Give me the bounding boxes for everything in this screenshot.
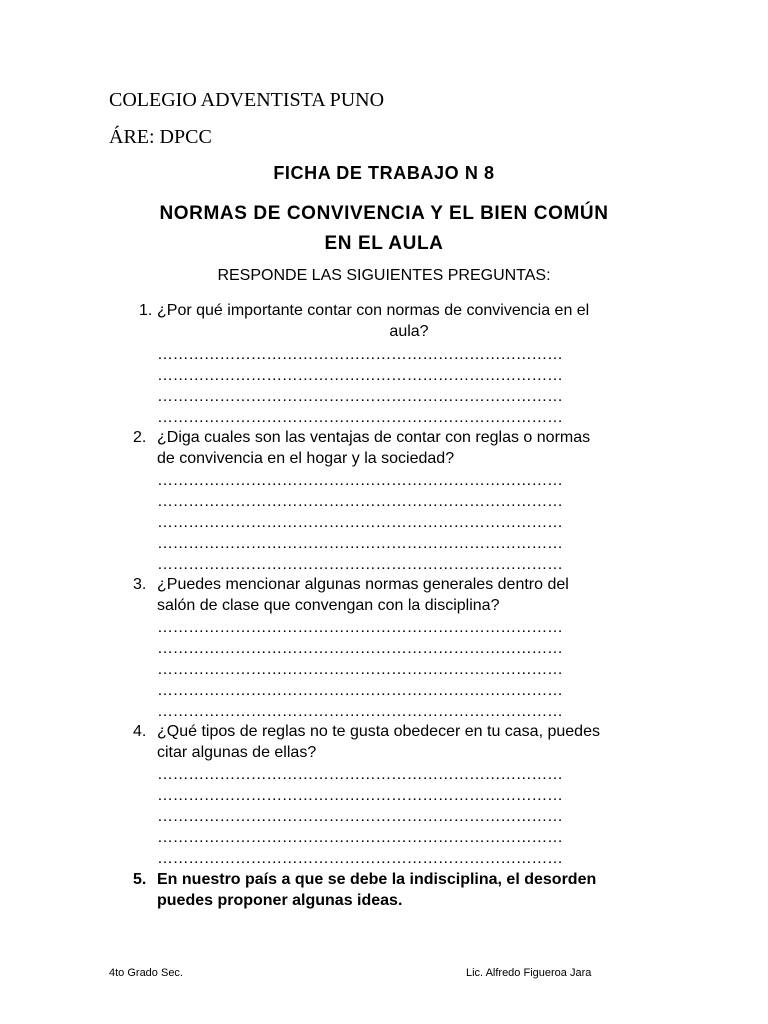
answer-line[interactable]: …………………………………………………………………… (157, 493, 563, 510)
answer-line[interactable]: …………………………………………………………………… (157, 808, 563, 825)
instruction-text: RESPONDE LAS SIGUIENTES PREGUNTAS: (217, 267, 551, 284)
answer-line[interactable]: …………………………………………………………………… (157, 619, 563, 636)
answer-line[interactable]: …………………………………………………………………… (157, 346, 563, 363)
answer-line[interactable]: …………………………………………………………………… (157, 787, 563, 804)
subject-area: ÁRE: DPCC (109, 126, 212, 148)
question-1-number: 1. (139, 302, 153, 319)
answer-line[interactable]: …………………………………………………………………… (157, 472, 563, 489)
answer-line[interactable]: …………………………………………………………………… (157, 367, 563, 384)
question-4-number: 4. (133, 723, 147, 740)
answer-line[interactable]: …………………………………………………………………… (157, 409, 563, 426)
worksheet-title: FICHA DE TRABAJO N 8 (273, 163, 495, 183)
question-5-number: 5. (133, 871, 147, 888)
answer-line[interactable]: …………………………………………………………………… (157, 850, 563, 867)
question-1-line-1: ¿Por qué importante contar con normas de convivencia en el (157, 302, 590, 319)
answer-line[interactable]: …………………………………………………………………… (157, 703, 563, 720)
question-4-line-1: ¿Qué tipos de reglas no te gusta obedecer en tu casa, puedes (157, 723, 600, 740)
topic-title-line-1: NORMAS DE CONVIVENCIA Y EL BIEN COMÚN (159, 203, 609, 224)
answer-line[interactable]: …………………………………………………………………… (157, 388, 563, 405)
question-5-line-1: En nuestro país a que se debe la indisciplina, el desorden (157, 871, 597, 888)
footer-grade: 4to Grado Sec. (109, 967, 183, 979)
question-5-line-2: puedes proponer algunas ideas. (157, 892, 403, 909)
question-2-number: 2. (133, 429, 147, 446)
answer-line[interactable]: …………………………………………………………………… (157, 556, 563, 573)
question-3-number: 3. (133, 576, 147, 593)
question-4-line-2: citar algunas de ellas? (157, 744, 317, 761)
answer-line[interactable]: …………………………………………………………………… (157, 535, 563, 552)
question-3-line-1: ¿Puedes mencionar algunas normas generales dentro del (157, 576, 569, 593)
question-3-line-2: salón de clase que convengan con la disciplina? (157, 597, 500, 614)
footer-teacher: Lic. Alfredo Figueroa Jara (466, 967, 592, 979)
answer-line[interactable]: …………………………………………………………………… (157, 682, 563, 699)
answer-line[interactable]: …………………………………………………………………… (157, 661, 563, 678)
topic-title-line-2: EN EL AULA (324, 233, 444, 254)
school-name: COLEGIO ADVENTISTA PUNO (109, 89, 385, 111)
answer-line[interactable]: …………………………………………………………………… (157, 829, 563, 846)
question-2-line-2: de convivencia en el hogar y la sociedad? (157, 450, 455, 467)
answer-line[interactable]: …………………………………………………………………… (157, 640, 563, 657)
answer-line[interactable]: …………………………………………………………………… (157, 766, 563, 783)
question-2-line-1: ¿Diga cuales son las ventajas de contar con reglas o normas (157, 429, 591, 446)
answer-line[interactable]: …………………………………………………………………… (157, 514, 563, 531)
question-1-line-2: aula? (389, 323, 429, 340)
